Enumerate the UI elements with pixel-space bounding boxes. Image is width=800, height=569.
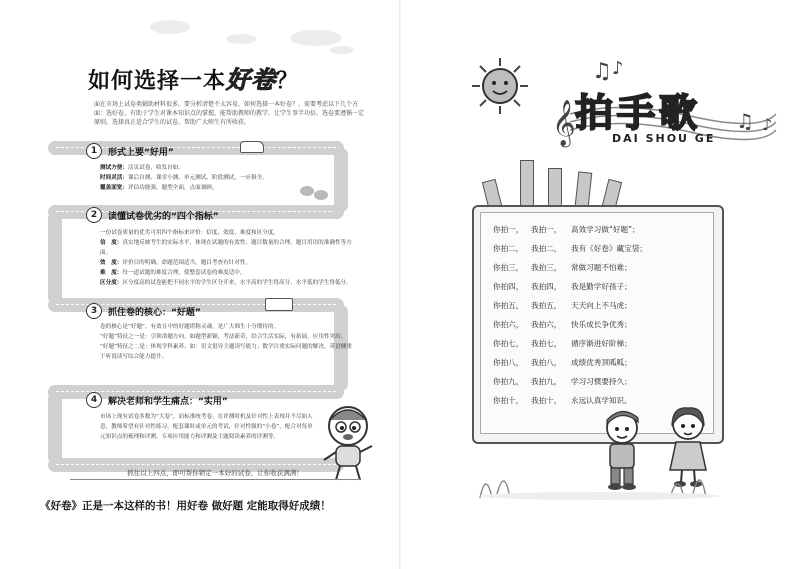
lyric-line: 你拍六， 我拍六， 快乐成长争优秀；: [493, 320, 632, 329]
svg-text:♫: ♫: [592, 59, 612, 84]
bus-icon: [265, 298, 293, 311]
title-brand: 好卷: [226, 65, 277, 94]
cloud-decoration: [330, 46, 354, 54]
section-1-header: [86, 143, 174, 159]
lyric-line: 你拍七， 我拍七， 循序渐进好阶梯；: [493, 339, 632, 348]
section-title: 解决老师和学生痛点：“实用”: [108, 396, 228, 407]
section-number: 1: [86, 143, 102, 159]
section-number: 2: [86, 207, 102, 223]
section-title: 读懂试卷优劣的“四个指标”: [108, 211, 219, 222]
sun-icon: [470, 56, 530, 116]
section-line: 覆盖面宽：评估功能强，题型全面，点面兼顾。: [100, 185, 218, 191]
section-3-header: [86, 303, 201, 319]
section-1-body: [100, 163, 352, 193]
lyric-line: 你拍三， 我拍三， 常做习题不怕难；: [493, 263, 632, 272]
section-line: 难 度：每一道试题的难度合理，使整套试卷的难度适中。: [100, 270, 246, 276]
title-text: 如何选择一本: [88, 69, 227, 94]
svg-text:♪: ♪: [762, 115, 773, 134]
intro-paragraph: 面在市场上试卷类辅助材料很多，要分析清楚不太容易，如何选择一本好卷？，需要考虑以下几个方面：选好卷，有助于学生对课本知识点的掌握，能帮助教师的教学，让学生事半功倍。选卷要遵循一定原则，选择真正适合学生的试卷，帮助广大师生有所收获。: [94, 101, 365, 126]
svg-text:♫: ♫: [736, 109, 754, 133]
section-2-body: [100, 228, 352, 288]
section-line: 时间灵活：课后自测、课堂小测、单元测试、阶段测试，一应俱全。: [100, 175, 268, 181]
footer-line: 抓住以上四点，即可帮你锁定一本好的试卷，让你收获满满！: [70, 468, 360, 480]
section-4-header: [86, 392, 228, 408]
section-4-body: [100, 412, 315, 442]
road-curve: [48, 212, 62, 304]
section-3-body: [100, 322, 352, 362]
section-line: 信 度：真实地反映考生的实际水平，体现在试题的有效性、题目数量的合理、题目用语的准确性等方面。: [100, 240, 352, 256]
cloud-decoration: [226, 34, 256, 44]
section-line: 市场上现有试卷多数为“大卷”，而标准统考卷，在评测时机及针对性上表现并不尽如人意，教师希望有针对性练习，配套课时或单元的考试，针对性强的“小卷”，配合对每单元知识点的梳理和评测，专项应用能力和评测及主题阅读素养的评测等。: [100, 414, 313, 440]
section-line: “好题”特征之一是：引领命题方向。如题型新颖，考法新奇，结合生活实际，有拓展、应用性突出。: [100, 334, 347, 340]
section-number: 4: [86, 392, 102, 408]
section-line: 测试方便：活页试卷，收发自如。: [100, 165, 184, 171]
lyric-line: 你拍九， 我拍九， 学习习惯要持久；: [493, 377, 632, 386]
title-mark: ？: [276, 69, 300, 94]
grass-decoration: [470, 440, 730, 500]
slogan-brand: 《好卷》: [40, 500, 82, 512]
lyric-line: 你拍五， 我拍五， 天天向上不马虎；: [493, 301, 632, 310]
section-line: “好题”特征之二是：体现学科素养。如：语文倡导主题读写能力；数学注重实际问题的解决，英语侧重于听说读写综合能力提升。: [100, 344, 352, 360]
lyric-line: 你拍二， 我拍二， 我有《好卷》藏宝袋；: [493, 244, 647, 253]
lyric-line: 你拍四， 我拍四， 我是勤学好孩子；: [493, 282, 632, 291]
section-line: 区分度：区分度高的试卷能把不同水平的学生区分开来，水平高的学生得高分，水平低的学生得低分。: [100, 280, 352, 286]
section-line: 一份试卷质量的优劣可用四个指标来评价：信度、效度、难度和区分度。: [100, 230, 280, 236]
road-curve: [48, 392, 62, 464]
page-title: [88, 60, 299, 95]
song-subtitle: DAI SHOU GE: [612, 132, 716, 145]
slogan: [40, 498, 331, 513]
section-number: 3: [86, 303, 102, 319]
cloud-decoration: [150, 20, 190, 34]
section-title: 形式上要“好用”: [108, 147, 174, 158]
lyric-line: 你拍一， 我拍一， 高效学习做“好题”；: [493, 225, 640, 234]
svg-text:♪: ♪: [612, 58, 624, 79]
section-line: 效 度：评价目的明确，命题范围适当，题目考查有针对性。: [100, 260, 252, 266]
lyric-line: 你拍八， 我拍八， 成绩优秀顶呱呱；: [493, 358, 632, 367]
lyric-line: 你拍十， 我拍十， 永远认真学知识。: [493, 396, 632, 405]
section-2-header: [86, 207, 219, 223]
section-title: 抓住卷的核心：“好题”: [108, 307, 201, 318]
svg-text:𝄞: 𝄞: [552, 100, 576, 146]
cloud-decoration: [290, 30, 342, 46]
song-title: 拍手歌: [575, 91, 702, 135]
slogan-text: 正是一本这样的书！用好卷 做好题 定能取得好成绩！: [82, 500, 331, 512]
car-icon: [240, 141, 264, 153]
section-line: 卷的核心是“好题”，有效且中的好题堪称灵魂，是广大师生十分期待的。: [100, 324, 280, 330]
